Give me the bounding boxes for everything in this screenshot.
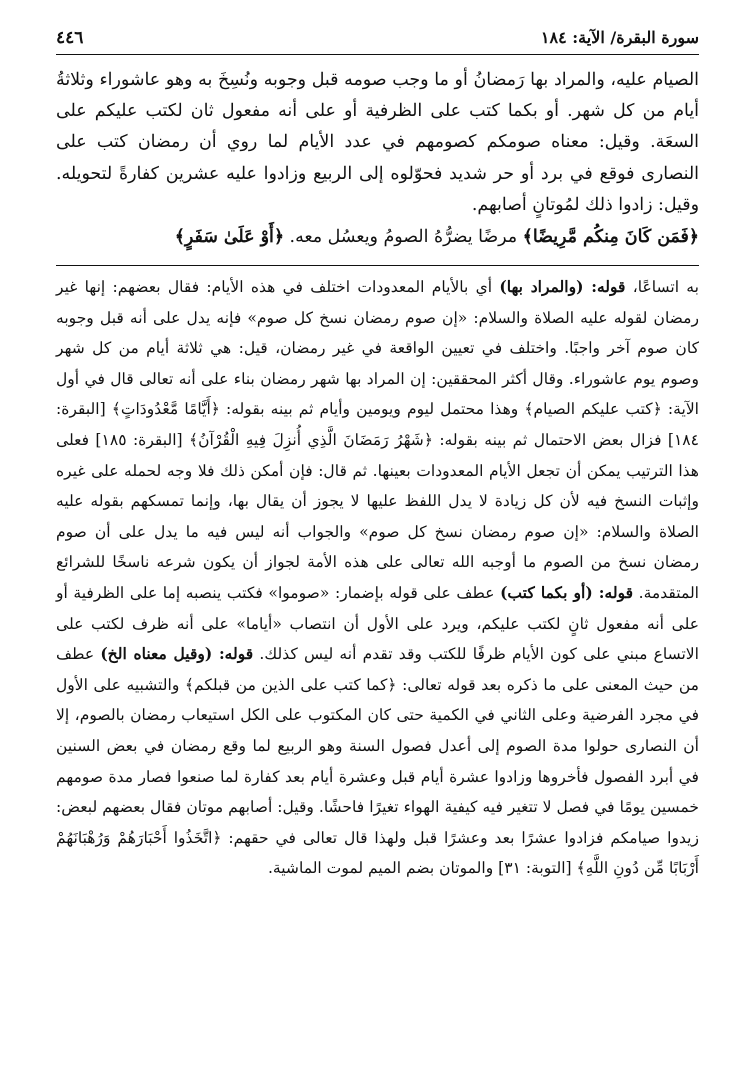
main-paragraph: الصيام عليه، والمراد بها رَمضانُ أو ما وجب صومه قبل وجوبه ونُسِخَ به وهو عاشوراء وثلاثةُ أيام من كل شهر. أو بكما كتب على الظرفية أو على أنه مفعول ثان لكتب عليكم على السعَة. وقيل: معناه صومكم كصومهم في عدد الأيام لما روي أن رمضان كتب على النصارى فوقع في برد أو حر شديد فحوّلوه إلى الربيع وزادوا عليه عشرين كفارةً لتحويله. وقيل: زادوا ذلك لمُوتانٍ أصابهم.	[56, 70, 699, 215]
commentary-block	[56, 272, 699, 884]
divider	[56, 265, 699, 266]
verse-explanation: مرضًا يضرُّهُ الصومُ ويعسُل معه.	[284, 227, 523, 248]
commentary-keyword-2: قوله: (أو بكما كتب)	[500, 582, 634, 602]
page-number: ٤٤٦	[56, 28, 84, 48]
quran-verse-a: ﴿فَمَن كَانَ مِنكُم مَّرِيضًا﴾	[522, 227, 699, 248]
commentary-seg-3: عطف على قوله بإضمار: «صوموا» فكتب ينصبه إما على الظرفية أو على أنه مفعول ثانٍ لكتب عليكم، ويرد على الأول أن انتصاب «أياما» على أنه ظرف لكتب على الاتساع مبني على كون الأيام ظرفًا للكتب وقد تقدم أنه ليس كذلك.	[56, 583, 699, 664]
surah-title: سورة البقرة/ الآية: ١٨٤	[540, 28, 699, 47]
main-text-block	[56, 65, 699, 253]
page	[56, 28, 699, 884]
commentary-keyword-3: قوله: (وقيل معناه الخ)	[100, 644, 254, 664]
commentary-seg-1: به اتساعًا،	[625, 278, 699, 297]
commentary-paragraph	[56, 272, 699, 884]
commentary-keyword-1: قوله: (والمراد بها)	[499, 277, 626, 297]
commentary-seg-2: أي بالأيام المعدودات اختلف في هذه الأيام: فقال بعضهم: إنها غير رمضان لقوله عليه الصلاة والسلام: «إن صوم رمضان نسخ كل صوم» فإنه يدل على أنه قبل وجوبه كان صوم آخر واجبًا. واختلف في تعيين الواقعة في غير رمضان، قيل: هي ثلاثة أيام من كل شهر وصوم يوم عاشوراء. وقال أكثر المحققين: إن المراد بها شهر رمضان بناء على أنه تعالى قال في أول الآية: ﴿كتب عليكم الصيام﴾ وهذا محتمل ليوم ويومين وأيام ثم بينه بقوله: ﴿أَيَّامًا مَّعْدُودَاتٍ﴾ [البقرة: ١٨٤] فزال بعض الاحتمال ثم بينه بقوله: ﴿شَهْرُ رَمَضَانَ الَّذِي أُنزِلَ فِيهِ الْقُرْآنُ﴾ [البقرة: ١٨٥] فعلى هذا الترتيب يمكن أن تجعل الأيام المعدودات بعينها. ثم قال: فإن أمكن ذلك فلا وجه لحمله على غيره وإثبات النسخ فيه لأن كل زيادة لا يدل اللفظ عليها لا يجوز أن يقال بها، وإنما تمسكهم بقوله عليه الصلاة والسلام: «إن صوم رمضان نسخ كل صوم» والجواب أنه ليس فيه ما يدل على أن صوم رمضان نسخ من الصوم ما أوجبه الله تعالى على هذه الأمة لجواز أن يكون شرعه ناسخًا للشرائع المتقدمة.	[56, 278, 700, 602]
page-header	[56, 28, 699, 55]
commentary-seg-4: عطف من حيث المعنى على ما ذكره بعد قوله تعالى: ﴿كما كتب على الذين من قبلكم﴾ والتشبيه على الأول في مجرد الفرضية وعلى الثاني في الكمية حتى كان المكتوب على الكل استيعاب رمضان بالصوم، إلا أن النصارى حولوا مدة الصوم إلى أعدل فصول السنة وهو الربيع لما وقع رمضان في بعض السنين في أبرد الفصول فأخروها وزادوا عشرة أيام قبل وعشرة أيام بعد كفارة لما صنعوا فصار مدة صومهم خمسين يومًا في فصل لا تتغير فيه كيفية الهواء تغيرًا فاحشًا. وقيل: أصابهم موتان فقال بعضهم لبعض: زيدوا صيامكم فزادوا عشرًا بعد وعشرًا قبل ولهذا قال تعالى في حقهم: ﴿اتَّخَذُوا أَحْبَارَهُمْ وَرُهْبَانَهُمْ أَرْبَابًا مِّن دُونِ اللَّهِ﴾ [التوبة: ٣١] والموتان بضم الميم لموت الماشية.	[56, 645, 699, 878]
verse-line	[56, 221, 699, 253]
quran-verse-b: ﴿أَوْ عَلَىٰ سَفَرٍ﴾	[174, 227, 285, 248]
